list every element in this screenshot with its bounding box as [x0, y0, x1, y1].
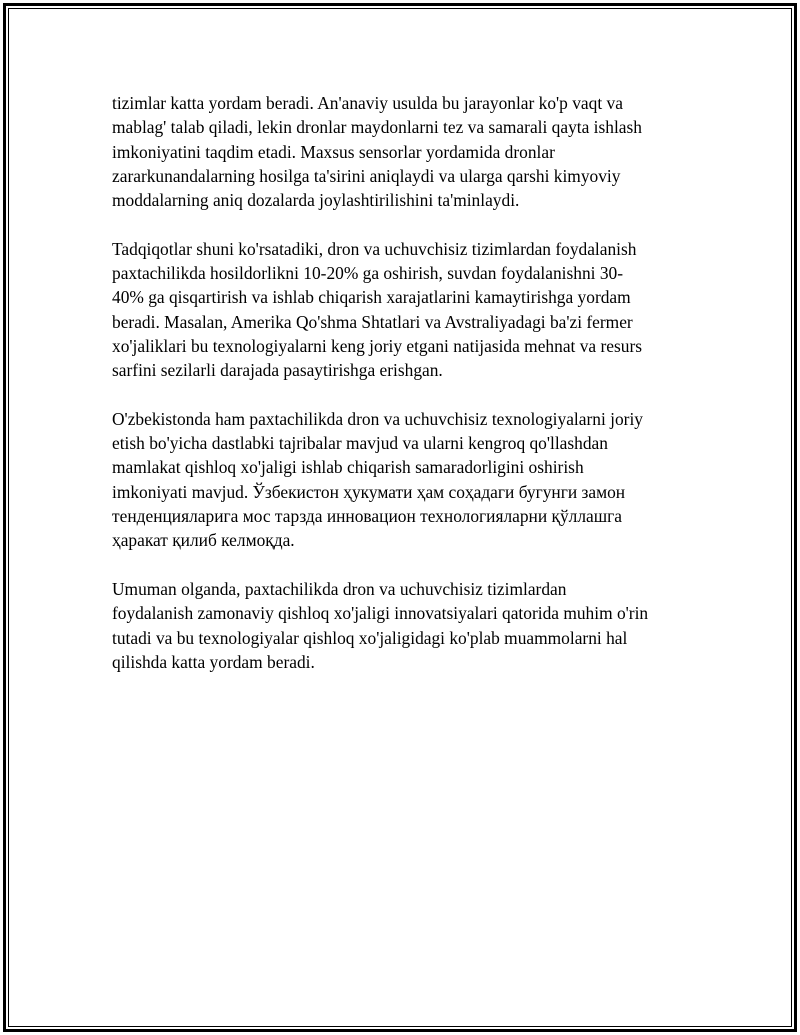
text-line: тенденцияларига мос тарзда инновацион технологияларни қўллашга [112, 506, 622, 527]
text-line: zararkunandalarning hosilga ta'sirini aniqlaydi va ularga qarshi kimyoviy [112, 165, 621, 186]
text-line: mamlakat qishloq xo'jaligi ishlab chiqarish samaradorligini oshirish [112, 457, 584, 478]
text-line: O'zbekistonda ham paxtachilikda dron va uchuvchisiz texnologiyalarni joriy [112, 408, 643, 429]
document-body [112, 91, 702, 698]
text-line: sarfini sezilarli darajada pasaytirishga erishgan. [112, 360, 443, 381]
paragraph [112, 237, 702, 383]
text-line: foydalanish zamonaviy qishloq xo'jaligi innovatsiyalari qatorida muhim o'rin [112, 603, 649, 624]
text-line: qilishda katta yordam beradi. [112, 651, 315, 672]
text-line: Tadqiqotlar shuni ko'rsatadiki, dron va uchuvchisiz tizimlardan foydalanish [112, 238, 637, 259]
text-line: beradi. Masalan, Amerika Qo'shma Shtatlari va Avstraliyadagi ba'zi fermer [112, 311, 633, 332]
text-line: tutadi va bu texnologiyalar qishloq xo'jaligidagi ko'plab muammolarni hal [112, 627, 628, 648]
paragraph [112, 91, 702, 212]
text-line: etish bo'yicha dastlabki tajribalar mavjud va ularni kengroq qo'llashdan [112, 433, 608, 454]
text-line: 40% ga qisqartirish va ishlab chiqarish xarajatlarini kamaytirishga yordam [112, 287, 631, 308]
paragraph [112, 407, 702, 553]
text-line: tizimlar katta yordam beradi. An'anaviy usulda bu jarayonlar ko'p vaqt va [112, 93, 623, 113]
text-line: ҳаракат қилиб келмоқда. [112, 530, 295, 551]
text-line: imkoniyatini taqdim etadi. Maxsus sensorlar yordamida dronlar [112, 141, 555, 162]
paragraph [112, 577, 702, 674]
text-line: xo'jaliklari bu texnologiyalarni keng joriy etgani natijasida mehnat va resurs [112, 335, 643, 356]
text-line: Umuman olganda, paxtachilikda dron va uchuvchisiz tizimlardan [112, 578, 567, 599]
text-line: mablag' talab qiladi, lekin dronlar maydonlarni tez va samarali qayta ishlash [112, 117, 642, 138]
text-line: paxtachilikda hosildorlikni 10-20% ga oshirish, suvdan foydalanishni 30- [112, 263, 624, 284]
text-line: moddalarning aniq dozalarda joylashtirilishini ta'minlaydi. [112, 190, 520, 211]
text-line: imkoniyati mavjud. Ўзбекистон ҳукумати ҳам соҳадаги бугунги замон [112, 481, 626, 502]
